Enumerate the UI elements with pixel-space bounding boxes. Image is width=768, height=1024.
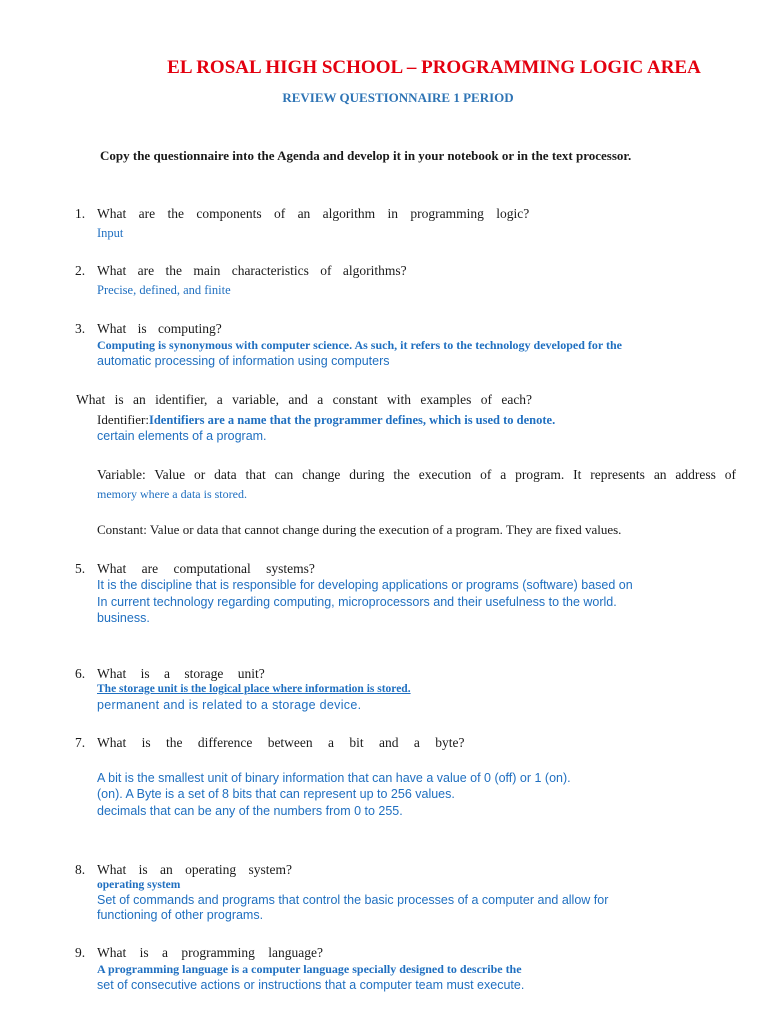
question-text: What is a storage unit? [97, 666, 265, 681]
question-number: 3. [75, 321, 86, 336]
identifier-answer [97, 412, 555, 428]
question-text: What is the difference between a bit and a byte? [97, 735, 465, 750]
answer-9-line-2: set of consecutive actions or instructions that a computer team must execute. [97, 978, 525, 992]
answer-8-line-1: Set of commands and programs that control the basic processes of a computer and allow for [97, 893, 609, 907]
question-5 [75, 561, 315, 577]
question-number: 8. [75, 862, 86, 877]
identifier-definition: Identifiers are a name that the programmer defines, which is used to denote. [148, 413, 556, 427]
question-text: What is an operating system? [97, 862, 292, 877]
question-number: 9. [75, 945, 86, 960]
question-1 [75, 206, 530, 222]
question-9 [75, 945, 323, 961]
answer-3-line-1: Computing is synonymous with computer science. As such, it refers to the technology developed for the [97, 338, 622, 352]
answer-9-line-1: A programming language is a computer language specially designed to describe the [97, 962, 522, 976]
question-text: What are computational systems? [97, 561, 315, 576]
answer-7-line-3: decimals that can be any of the numbers from 0 to 255. [97, 804, 403, 818]
question-7 [75, 735, 465, 751]
question-4: What is an identifier, a variable, and a constant with examples of each? [76, 392, 533, 407]
question-number: 7. [75, 735, 86, 750]
page-subtitle: REVIEW QUESTIONNAIRE 1 PERIOD [282, 90, 514, 105]
instructions: Copy the questionnaire into the Agenda and develop it in your notebook or in the text processor. [100, 148, 632, 163]
question-number: 6. [75, 666, 86, 681]
question-text: What are the components of an algorithm in programming logic? [97, 206, 530, 221]
answer-1: Input [97, 226, 124, 240]
answer-5-line-3: business. [97, 611, 150, 625]
answer-5-line-2: In current technology regarding computing, microprocessors and their usefulness to the world. [97, 595, 617, 609]
question-3 [75, 321, 222, 337]
identifier-line-2: certain elements of a program. [97, 429, 267, 443]
question-8 [75, 862, 292, 878]
page-title: EL ROSAL HIGH SCHOOL – PROGRAMMING LOGIC AREA [167, 57, 701, 78]
question-text: What is a programming language? [97, 945, 323, 960]
question-text: What are the main characteristics of algorithms? [97, 263, 407, 278]
question-number: 5. [75, 561, 86, 576]
answer-8-line-2: functioning of other programs. [97, 908, 264, 922]
answer-8-heading: operating system [97, 879, 181, 891]
identifier-label: Identifier: [97, 412, 149, 427]
constant-answer: Constant: Value or data that cannot change during the execution of a program. They are fixed values. [97, 522, 622, 537]
answer-5-line-1: It is the discipline that is responsible for developing applications or programs (software) based on [97, 578, 633, 592]
answer-7-line-1: A bit is the smallest unit of binary information that can have a value of 0 (off) or 1 (on). [97, 771, 571, 785]
question-text: What is computing? [97, 321, 222, 336]
question-6 [75, 666, 265, 682]
answer-7-line-2: (on). A Byte is a set of 8 bits that can represent up to 256 values. [97, 787, 455, 801]
answer-6-line-1: The storage unit is the logical place where information is stored. [97, 683, 411, 695]
answer-2: Precise, defined, and finite [97, 283, 231, 297]
variable-line-2: memory where a data is stored. [97, 487, 247, 501]
answer-3-line-2: automatic processing of information using computers [97, 354, 390, 368]
answer-6-line-2: permanent and is related to a storage device. [97, 698, 362, 712]
question-number: 2. [75, 263, 86, 278]
question-number: 1. [75, 206, 86, 221]
variable-line-1: Variable: Value or data that can change during the execution of a program. It represents an address of [97, 467, 737, 482]
question-2 [75, 263, 407, 279]
